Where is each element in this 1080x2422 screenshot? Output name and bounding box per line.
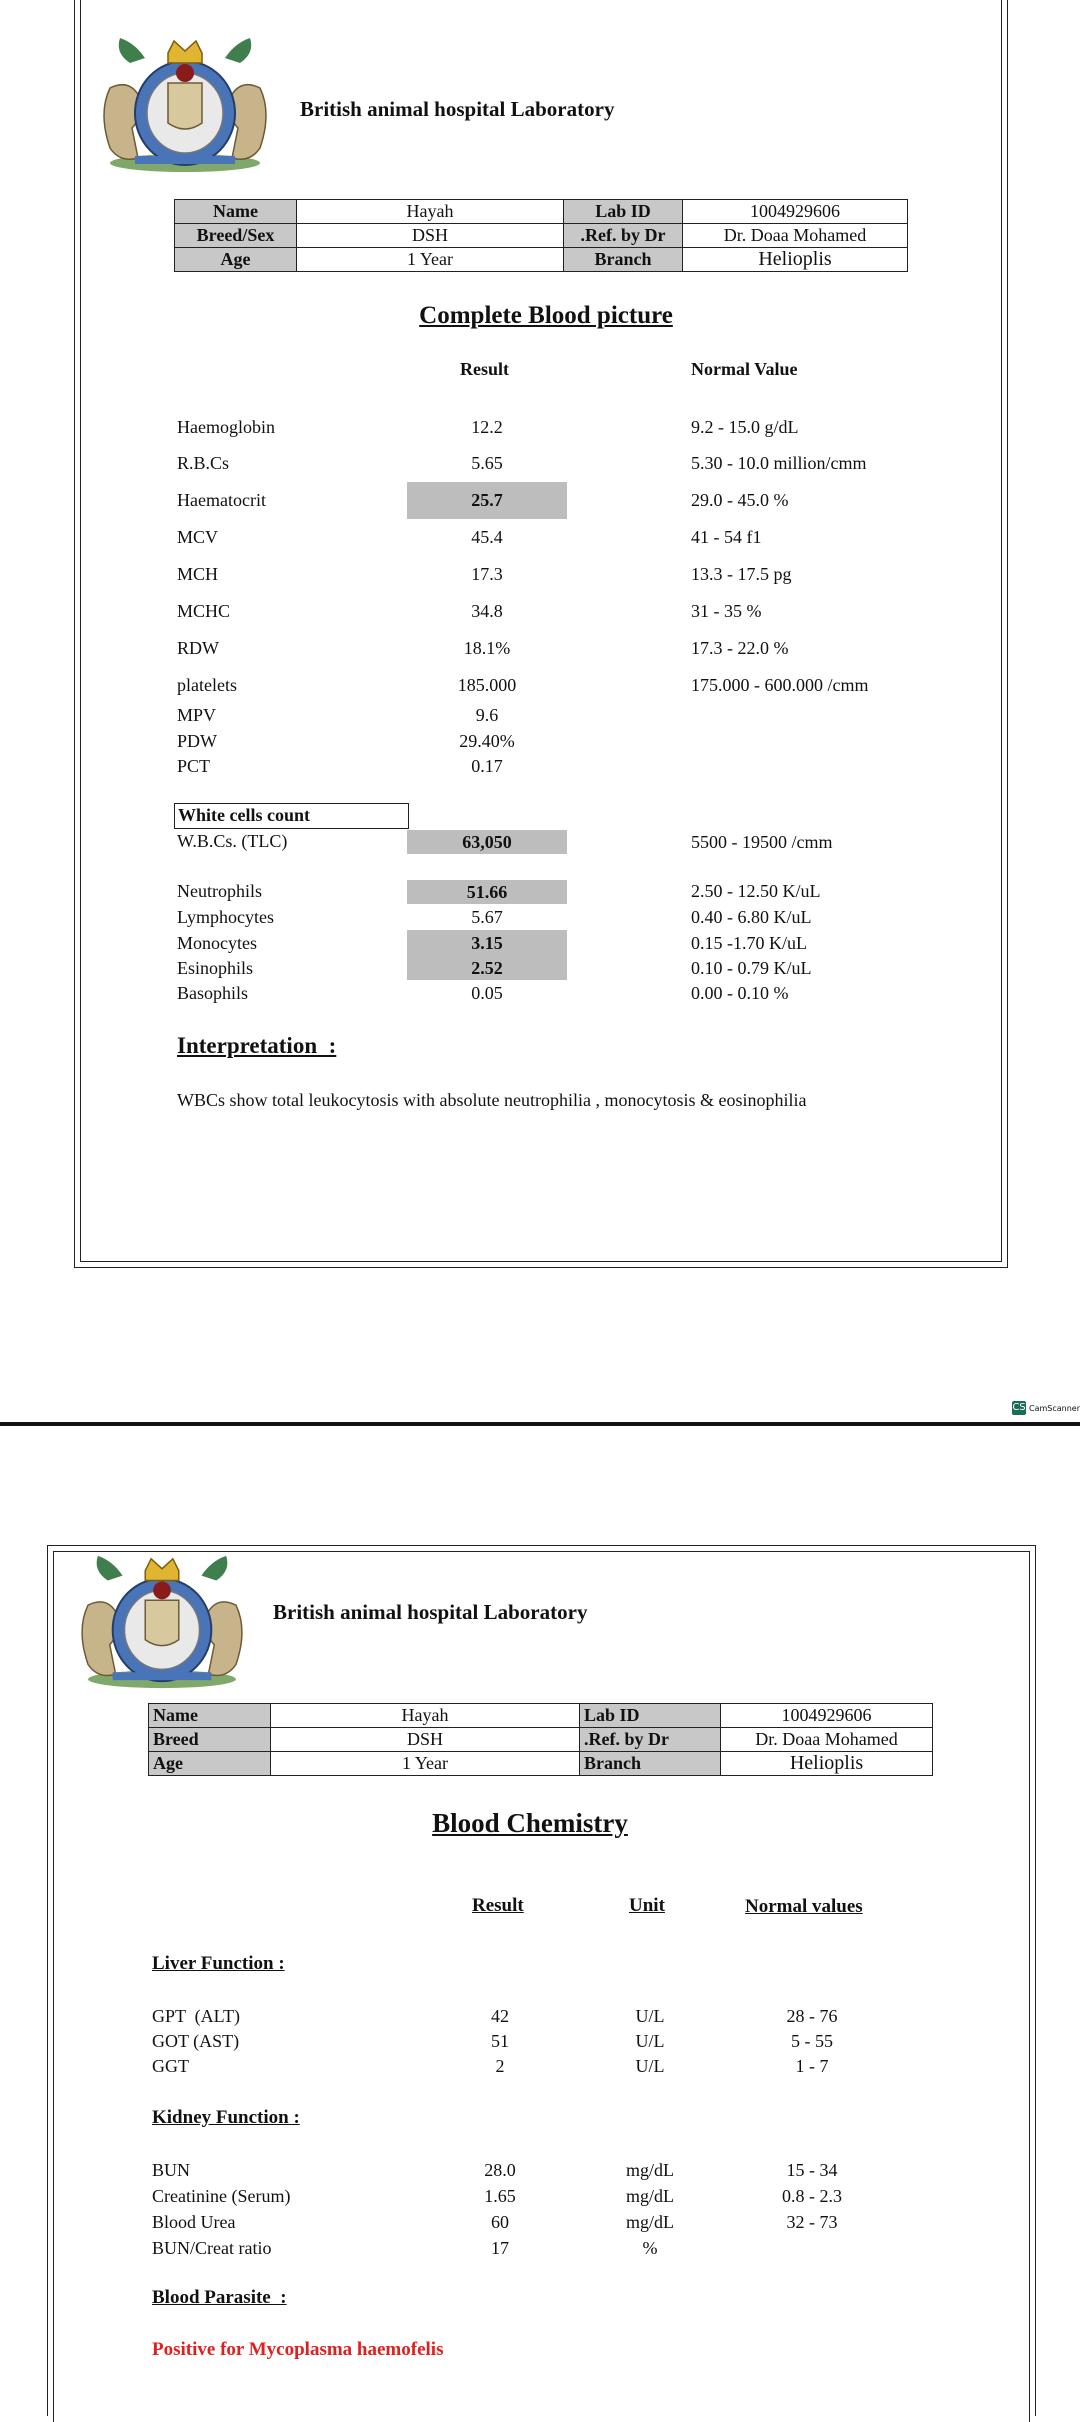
test-name: MPV: [177, 705, 217, 725]
test-name: Esinophils: [177, 958, 254, 978]
branch-value: Helioplis: [683, 248, 908, 272]
test-normal: 2.50 - 12.50 K/uL: [691, 881, 821, 901]
test-name: GPT (ALT): [152, 2006, 241, 2026]
test-name: PCT: [177, 756, 211, 776]
test-result-flagged: 2.52: [471, 958, 503, 978]
test-normal: 29.0 - 45.0 %: [691, 490, 789, 510]
scanner-watermark: [1012, 1401, 1080, 1415]
test-normal: 15 - 34: [786, 2160, 838, 2180]
result-column-header: Result: [472, 1895, 524, 1916]
unit-column-header: Unit: [629, 1895, 665, 1916]
normal-values-column-header: Normal values: [745, 1896, 863, 1917]
ref-label: .Ref. by Dr: [580, 1728, 721, 1752]
test-name: BUN: [152, 2160, 191, 2180]
lab-id-value: 1004929606: [683, 200, 908, 224]
test-result: 9.6: [475, 705, 499, 725]
test-normal: 0.8 - 2.3: [782, 2186, 842, 2206]
age-label: Age: [175, 248, 297, 272]
test-result: 60: [491, 2212, 509, 2232]
test-name: Lymphocytes: [177, 907, 274, 927]
hospital-crest-logo: [62, 1546, 262, 1694]
test-name: MCHC: [177, 601, 231, 621]
breed-label: Breed/Sex: [175, 224, 297, 248]
test-normal: 5500 - 19500 /cmm: [691, 832, 833, 852]
test-name: W.B.Cs. (TLC): [177, 831, 288, 851]
test-result: 0.05: [471, 983, 503, 1003]
normal-value-column-header: Normal Value: [691, 359, 798, 379]
test-name: Neutrophils: [177, 881, 262, 901]
lab-name: British animal hospital Laboratory: [300, 97, 615, 121]
test-result: 17: [491, 2238, 509, 2258]
test-result: 18.1%: [463, 638, 511, 658]
test-result-flagged: 51.66: [407, 880, 567, 904]
page-title: Complete Blood picture: [419, 302, 673, 329]
interpretation-text: WBCs show total leukocytosis with absolute neutrophilia , monocytosis & eosinophilia: [177, 1090, 807, 1110]
test-result-flagged: 63,050: [407, 830, 567, 854]
result-column-header: Result: [460, 359, 509, 379]
blood-parasite-label: Blood Parasite :: [152, 2287, 287, 2308]
age-value: 1 Year: [271, 1752, 580, 1776]
test-name: GGT: [152, 2056, 189, 2076]
page1-inner-frame: [80, 0, 1002, 1262]
test-name: GOT (AST): [152, 2031, 240, 2051]
test-normal: 28 - 76: [786, 2006, 838, 2026]
kidney-function-label: Kidney Function :: [152, 2107, 300, 2128]
lab-id-label: Lab ID: [580, 1704, 721, 1728]
ref-label: .Ref. by Dr: [564, 224, 683, 248]
age-label: Age: [149, 1752, 271, 1776]
test-normal: 41 - 54 f1: [691, 527, 762, 547]
breed-label: Breed: [149, 1728, 271, 1752]
hospital-crest-logo: [90, 28, 280, 178]
name-value: Hayah: [271, 1704, 580, 1728]
test-result: 0.17: [471, 756, 503, 776]
test-unit: U/L: [635, 2031, 665, 2051]
test-result: 45.4: [471, 527, 503, 547]
test-name: Creatinine (Serum): [152, 2186, 291, 2206]
white-cells-header: White cells count: [174, 803, 409, 829]
blood-parasite-result: Positive for Mycoplasma haemofelis: [152, 2339, 444, 2360]
name-label: Name: [175, 200, 297, 224]
test-name: MCV: [177, 527, 219, 547]
test-result: 5.65: [471, 453, 503, 473]
test-unit: %: [642, 2238, 658, 2258]
age-value: 1 Year: [297, 248, 564, 272]
test-result: 29.40%: [459, 731, 515, 751]
breed-value: DSH: [297, 224, 564, 248]
test-normal: 1 - 7: [795, 2056, 829, 2076]
name-label: Name: [149, 1704, 271, 1728]
test-name: R.B.Cs: [177, 453, 230, 473]
test-normal: 175.000 - 600.000 /cmm: [691, 675, 869, 695]
test-unit: mg/dL: [626, 2186, 674, 2206]
lab-id-value: 1004929606: [721, 1704, 933, 1728]
branch-label: Branch: [580, 1752, 721, 1776]
test-normal: 5 - 55: [791, 2031, 833, 2051]
test-result: 28.0: [484, 2160, 516, 2180]
patient-info-table: [174, 199, 908, 272]
page-title: Blood Chemistry: [432, 1808, 628, 1838]
page-separator: [0, 1422, 1080, 1426]
test-name: Haematocrit: [177, 490, 266, 510]
test-result-flagged: 25.7: [407, 482, 567, 519]
test-result: 42: [491, 2006, 509, 2026]
test-normal: 5.30 - 10.0 million/cmm: [691, 453, 867, 473]
test-name: Blood Urea: [152, 2212, 236, 2232]
test-name: Haemoglobin: [177, 417, 275, 437]
interpretation-label: Interpretation :: [177, 1033, 337, 1058]
test-normal: 0.00 - 0.10 %: [691, 983, 789, 1003]
test-normal: 0.10 - 0.79 K/uL: [691, 958, 812, 978]
test-name: PDW: [177, 731, 217, 751]
test-result: 17.3: [471, 564, 503, 584]
test-unit: mg/dL: [626, 2212, 674, 2232]
branch-value: Helioplis: [721, 1752, 933, 1776]
test-normal: 13.3 - 17.5 pg: [691, 564, 792, 584]
test-unit: mg/dL: [626, 2160, 674, 2180]
ref-value: Dr. Doaa Mohamed: [721, 1728, 933, 1752]
breed-value: DSH: [271, 1728, 580, 1752]
test-name: RDW: [177, 638, 219, 658]
name-value: Hayah: [297, 200, 564, 224]
test-unit: U/L: [635, 2006, 665, 2026]
test-result: 34.8: [471, 601, 503, 621]
test-normal: 0.15 -1.70 K/uL: [691, 933, 807, 953]
liver-function-label: Liver Function :: [152, 1953, 285, 1974]
test-normal: 17.3 - 22.0 %: [691, 638, 789, 658]
test-result-flagged: 3.15: [471, 933, 503, 953]
test-result: 1.65: [484, 2186, 516, 2206]
test-result: 12.2: [471, 417, 503, 437]
branch-label: Branch: [564, 248, 683, 272]
test-name: BUN/Creat ratio: [152, 2238, 272, 2258]
test-result: 2: [495, 2056, 505, 2076]
test-name: Basophils: [177, 983, 249, 1003]
test-result: 185.000: [457, 675, 517, 695]
patient-info-table: [148, 1703, 933, 1776]
test-name: MCH: [177, 564, 219, 584]
test-unit: U/L: [635, 2056, 665, 2076]
ref-value: Dr. Doaa Mohamed: [683, 224, 908, 248]
lab-id-label: Lab ID: [564, 200, 683, 224]
test-normal: 9.2 - 15.0 g/dL: [691, 417, 799, 437]
test-result: 5.67: [471, 907, 503, 927]
test-name: platelets: [177, 675, 237, 695]
test-normal: 0.40 - 6.80 K/uL: [691, 907, 812, 927]
lab-name: British animal hospital Laboratory: [273, 1600, 588, 1624]
test-result: 51: [491, 2031, 509, 2051]
test-name: Monocytes: [177, 933, 257, 953]
test-normal: 32 - 73: [786, 2212, 838, 2232]
test-normal: 31 - 35 %: [691, 601, 762, 621]
camscanner-icon: CS: [1012, 1402, 1026, 1413]
scanner-label: CamScanner: [1029, 1403, 1080, 1413]
